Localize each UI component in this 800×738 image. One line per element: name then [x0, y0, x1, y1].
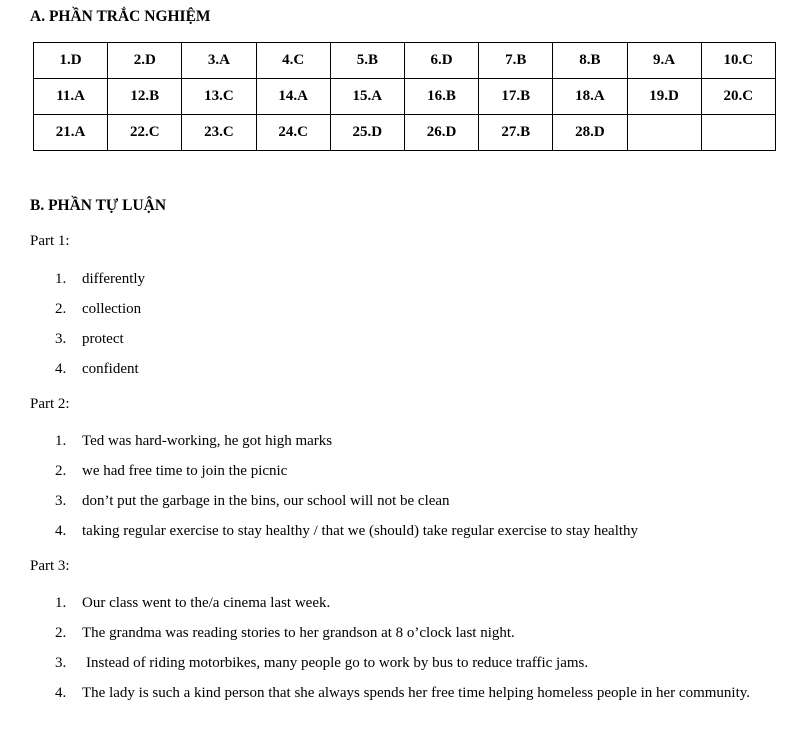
item-text: Instead of riding motorbikes, many people go to work by bus to reduce traffic jams. [86, 655, 589, 671]
answer-cell: 16.B [404, 79, 478, 115]
list-item [0, 678, 780, 708]
item-number: 1. [55, 271, 67, 287]
answer-cell: 23.C [182, 115, 256, 151]
list-item [0, 618, 780, 648]
answer-cell: 28.D [553, 115, 627, 151]
answer-cell: 8.B [553, 43, 627, 79]
list-item [0, 426, 780, 456]
answer-cell: 19.D [627, 79, 701, 115]
table-row [34, 79, 776, 115]
answer-cell: 12.B [108, 79, 182, 115]
item-number: 4. [55, 523, 67, 539]
item-text: Ted was hard-working, he got high marks [82, 433, 333, 449]
section-b-title: B. PHẦN TỰ LUẬN [30, 197, 167, 214]
answer-cell: 1.D [34, 43, 108, 79]
answer-cell: 2.D [108, 43, 182, 79]
item-text: The grandma was reading stories to her grandson at 8 o’clock last night. [82, 625, 515, 641]
item-text: collection [82, 301, 142, 317]
answer-cell: 18.A [553, 79, 627, 115]
part-2-list [0, 426, 780, 546]
answer-cell: 6.D [404, 43, 478, 79]
list-item [0, 588, 780, 618]
item-text: The lady is such a kind person that she always spends her free time helping homeless people in her community. [82, 685, 751, 701]
answer-cell: 21.A [34, 115, 108, 151]
list-item [0, 354, 780, 384]
answer-cell: 10.C [701, 43, 775, 79]
item-text: confident [82, 361, 139, 377]
answer-cell: 17.B [479, 79, 553, 115]
list-item [0, 264, 780, 294]
item-text: protect [82, 331, 124, 347]
answer-cell: 14.A [256, 79, 330, 115]
answer-cell: 5.B [330, 43, 404, 79]
item-number: 2. [55, 301, 67, 317]
list-item [0, 294, 780, 324]
list-item [0, 486, 780, 516]
answer-cell: 27.B [479, 115, 553, 151]
item-number: 3. [55, 331, 67, 347]
answer-cell: 11.A [34, 79, 108, 115]
item-number: 1. [55, 433, 67, 449]
answer-cell: 20.C [701, 79, 775, 115]
answer-cell-empty [701, 115, 775, 151]
item-text: Our class went to the/a cinema last week. [82, 595, 331, 611]
section-a-title: A. PHẦN TRẮC NGHIỆM [30, 8, 211, 25]
part-3-list [0, 588, 780, 708]
item-number: 3. [55, 493, 67, 509]
answer-cell: 3.A [182, 43, 256, 79]
list-item [0, 324, 780, 354]
part-1-list [0, 264, 780, 384]
part-3-label: Part 3: [30, 558, 70, 574]
answer-cell: 9.A [627, 43, 701, 79]
answer-cell: 24.C [256, 115, 330, 151]
part-1-label: Part 1: [30, 233, 70, 249]
item-number: 4. [55, 361, 67, 377]
answer-cell: 4.C [256, 43, 330, 79]
answer-cell: 26.D [404, 115, 478, 151]
list-item [0, 516, 780, 546]
item-text: don’t put the garbage in the bins, our school will not be clean [82, 493, 450, 509]
item-number: 1. [55, 595, 67, 611]
item-number: 3. [55, 655, 67, 671]
part-2-label: Part 2: [30, 396, 70, 412]
list-item [0, 456, 780, 486]
item-number: 4. [55, 685, 67, 701]
item-number: 2. [55, 625, 67, 641]
item-number: 2. [55, 463, 67, 479]
list-item [0, 648, 780, 678]
table-row [34, 115, 776, 151]
answer-cell-empty [627, 115, 701, 151]
item-text: we had free time to join the picnic [82, 463, 288, 479]
table-row [34, 43, 776, 79]
item-text: taking regular exercise to stay healthy / that we (should) take regular exercise to stay healthy [82, 523, 639, 539]
item-text: differently [82, 271, 146, 287]
answer-cell: 25.D [330, 115, 404, 151]
answer-cell: 7.B [479, 43, 553, 79]
answer-cell: 13.C [182, 79, 256, 115]
answer-cell: 22.C [108, 115, 182, 151]
answer-table [33, 42, 776, 151]
answer-cell: 15.A [330, 79, 404, 115]
